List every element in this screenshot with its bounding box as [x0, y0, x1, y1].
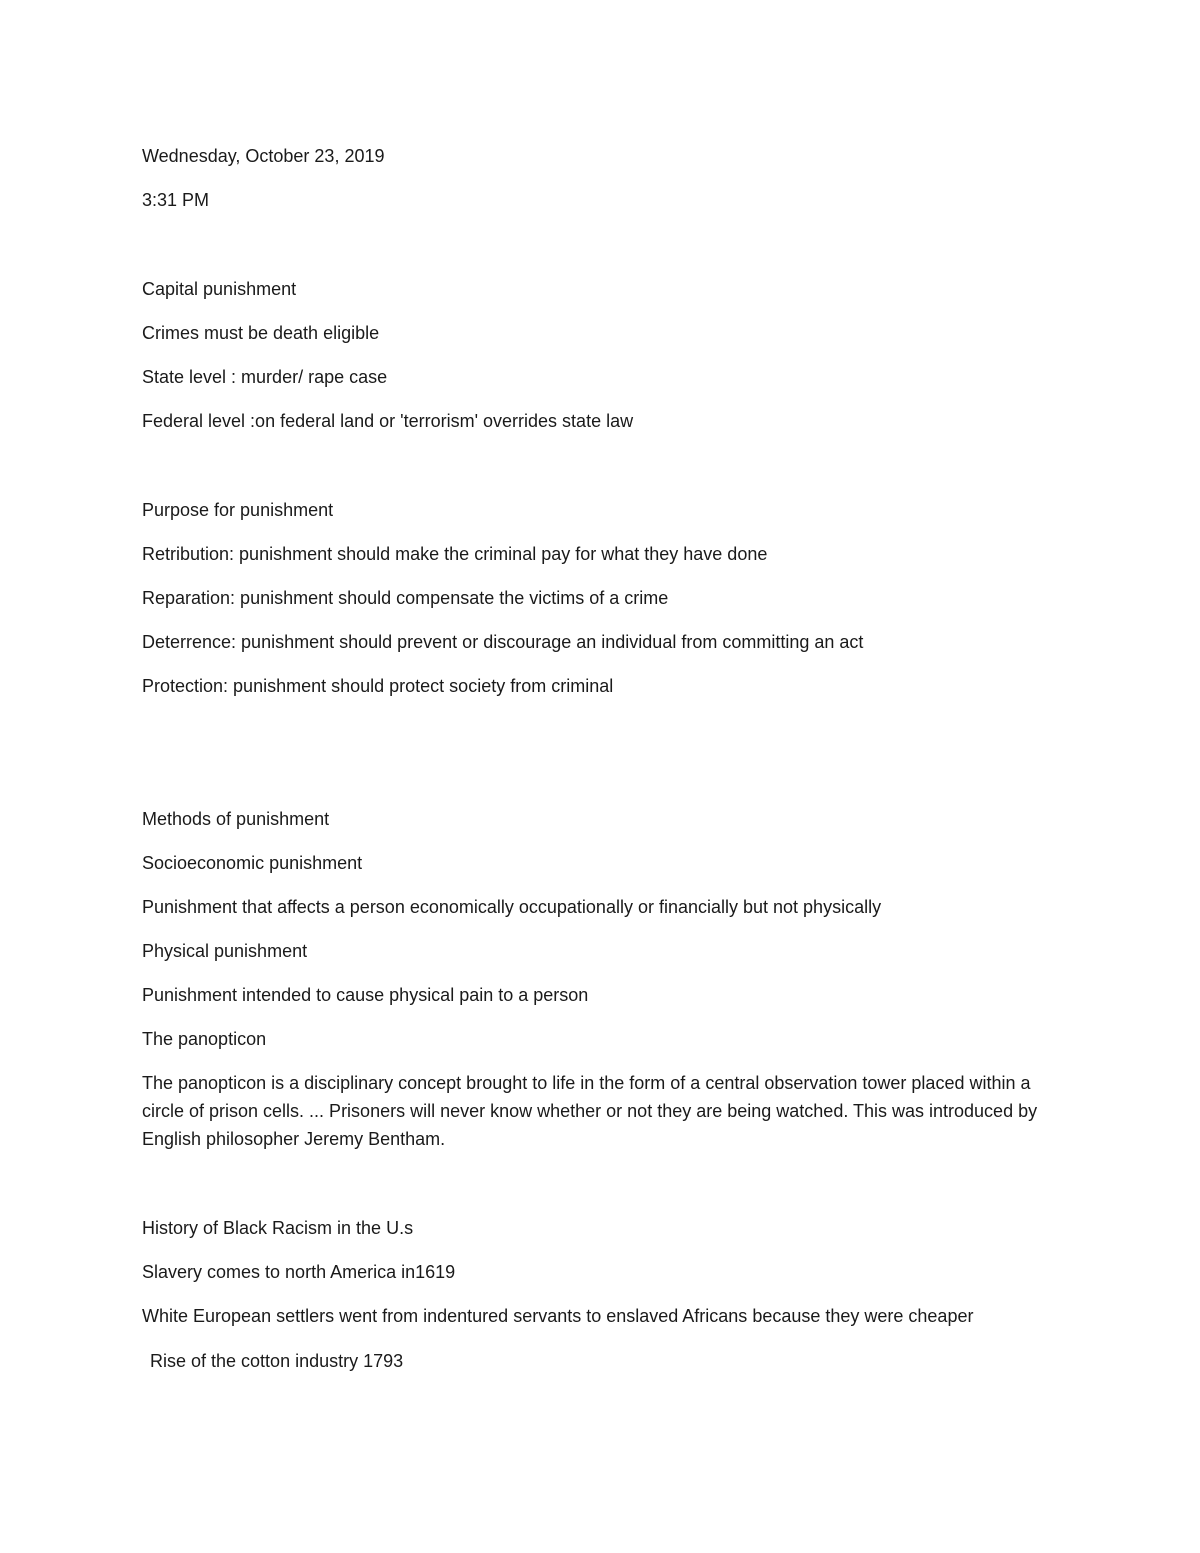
methods-heading: Methods of punishment: [142, 809, 330, 829]
methods-line: Punishment intended to cause physical pain to a person: [142, 985, 589, 1005]
history-heading: History of Black Racism in the U.s: [142, 1218, 414, 1238]
note-time: 3:31 PM: [142, 190, 210, 210]
methods-line: Physical punishment: [142, 941, 308, 961]
note-date: Wednesday, October 23, 2019: [142, 146, 385, 166]
purpose-line: Deterrence: punishment should prevent or discourage an individual from committing an act: [142, 632, 864, 652]
history-line: White European settlers went from indentured servants to enslaved Africans because they were cheaper: [142, 1306, 974, 1326]
history-line: Rise of the cotton industry 1793: [150, 1351, 404, 1371]
purpose-line: Protection: punishment should protect society from criminal: [142, 676, 614, 696]
history-line: Slavery comes to north America in1619: [142, 1262, 456, 1282]
capital-line: Crimes must be death eligible: [142, 323, 380, 343]
methods-line: Socioeconomic punishment: [142, 853, 363, 873]
capital-heading: Capital punishment: [142, 279, 297, 299]
purpose-line: Retribution: punishment should make the criminal pay for what they have done: [142, 544, 768, 564]
capital-line: State level : murder/ rape case: [142, 367, 388, 387]
methods-line: Punishment that affects a person economically occupationally or financially but not physically: [142, 897, 882, 917]
purpose-heading: Purpose for punishment: [142, 500, 334, 520]
methods-line: The panopticon: [142, 1029, 267, 1049]
panopticon-paragraph: The panopticon is a disciplinary concept brought to life in the form of a central observation tower placed within a circle of prison cells. ... Prisoners will never know whether or not they are being watched. This was introduced by English philosopher Jeremy Bentham.: [142, 1073, 1038, 1149]
capital-line: Federal level :on federal land or 'terrorism' overrides state law: [142, 411, 634, 431]
purpose-line: Reparation: punishment should compensate the victims of a crime: [142, 588, 669, 608]
